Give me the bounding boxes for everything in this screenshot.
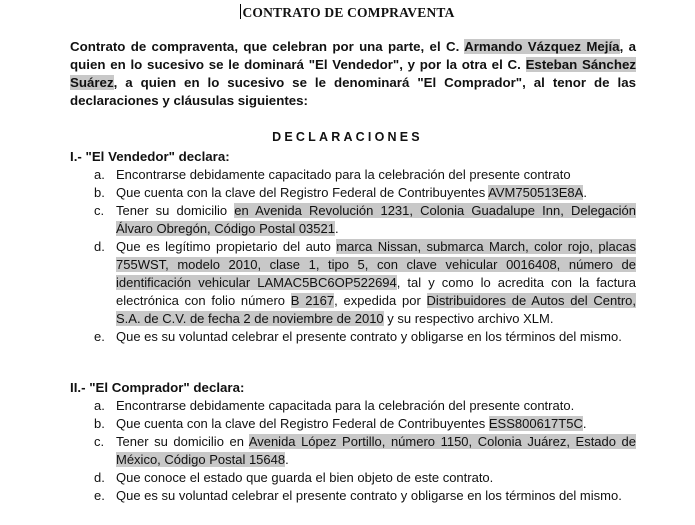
text-run: Tener su domicilio en <box>116 434 249 449</box>
text-run: Que cuenta con la clave del Registro Federal de Contribuyentes <box>116 416 489 431</box>
item-marker: a. <box>94 167 105 182</box>
text-run: Que es legítimo propietario del auto <box>116 239 337 254</box>
highlighted-text: Distribuidores de Autos del Centro, S.A. de C.V. de fecha 2 de noviembre de 2010 <box>116 293 636 326</box>
text-run: Tener su domicilio <box>116 203 235 218</box>
text-run: . <box>334 221 339 236</box>
declaration-item <box>70 166 636 184</box>
declaration-item <box>70 397 636 415</box>
highlighted-text: AVM750513E8A <box>488 185 584 200</box>
document-title <box>0 4 695 21</box>
text-run: Encontrarse debidamente capacitada para la celebración del presente contrato. <box>116 398 575 413</box>
highlighted-text: B 2167 <box>290 293 335 308</box>
declaration-item <box>70 469 636 487</box>
item-marker: b. <box>94 185 105 200</box>
item-marker: b. <box>94 416 105 431</box>
item-marker: c. <box>94 434 105 449</box>
highlighted-text: marca Nissan, submarca March, color rojo, placas 755WST, modelo 2010, clase 1, tipo 5, con clave vehicular 0016408, número de identificación vehicular LAMAC5BC6OP522694 <box>116 239 636 290</box>
highlighted-text: Avenida López Portillo, número 1150, Colonia Juárez, Estado de México, Código Postal 15648 <box>116 434 637 467</box>
item-marker: d. <box>94 470 105 485</box>
text-run: , a quien en lo sucesivo se le dominará "El Vendedor", y por la otra el C. <box>70 39 636 72</box>
text-run: Encontrarse debidamente capacitado para la celebración del presente contrato <box>116 167 571 182</box>
text-run: . <box>285 452 289 467</box>
text-run: Que cuenta con la clave del Registro Federal de Contribuyentes <box>116 185 489 200</box>
text-run: , a quien en lo sucesivo se le denominará "El Comprador", al tenor de las declaraciones y cláusulas siguientes: <box>70 75 636 108</box>
text-run: y su respectivo archivo XLM. <box>383 311 554 326</box>
document-title-text: CONTRATO DE COMPRAVENTA <box>242 5 455 20</box>
text-run: . <box>583 185 587 200</box>
text-run: Que es su voluntad celebrar el presente contrato y obligarse en los términos del mismo. <box>116 329 622 344</box>
buyer-section-title: II.- "El Comprador" declara: <box>70 380 245 395</box>
declaration-item <box>70 433 636 469</box>
highlighted-text: ESS800617T5C <box>488 416 583 431</box>
item-marker: e. <box>94 488 105 503</box>
text-run: Que conoce el estado que guarda el bien objeto de este contrato. <box>116 470 494 485</box>
declaration-item <box>70 202 636 238</box>
item-marker: e. <box>94 329 105 344</box>
seller-declarations-list <box>70 166 636 346</box>
item-marker: c. <box>94 203 105 218</box>
text-run: Que es su voluntad celebrar el presente contrato y obligarse en los términos del mismo. <box>116 488 622 503</box>
declaration-item <box>70 238 636 328</box>
item-marker: a. <box>94 398 105 413</box>
declaration-item <box>70 487 636 505</box>
intro-paragraph <box>70 38 636 110</box>
buyer-declarations-list <box>70 397 636 505</box>
declaration-item <box>70 415 636 433</box>
text-run: , tal y como lo acredita con la factura electrónica con folio número <box>116 275 636 308</box>
highlighted-text: Armando Vázquez Mejía <box>464 39 620 54</box>
declaration-item <box>70 184 636 202</box>
declaration-item <box>70 328 636 346</box>
highlighted-text: Esteban Sánchez Suárez <box>70 57 636 90</box>
declarations-heading: DECLARACIONES <box>272 130 423 144</box>
text-run: . <box>582 416 587 431</box>
text-run: , expedida por <box>334 293 427 308</box>
text-run: Contrato de compraventa, que celebran por una parte, el C. <box>70 39 465 54</box>
seller-section-title: I.- "El Vendedor" declara: <box>70 149 230 164</box>
item-marker: d. <box>94 239 105 254</box>
highlighted-text: en Avenida Revolución 1231, Colonia Guadalupe Inn, Delegación Álvaro Obregón, Código Postal 03521 <box>116 203 636 236</box>
